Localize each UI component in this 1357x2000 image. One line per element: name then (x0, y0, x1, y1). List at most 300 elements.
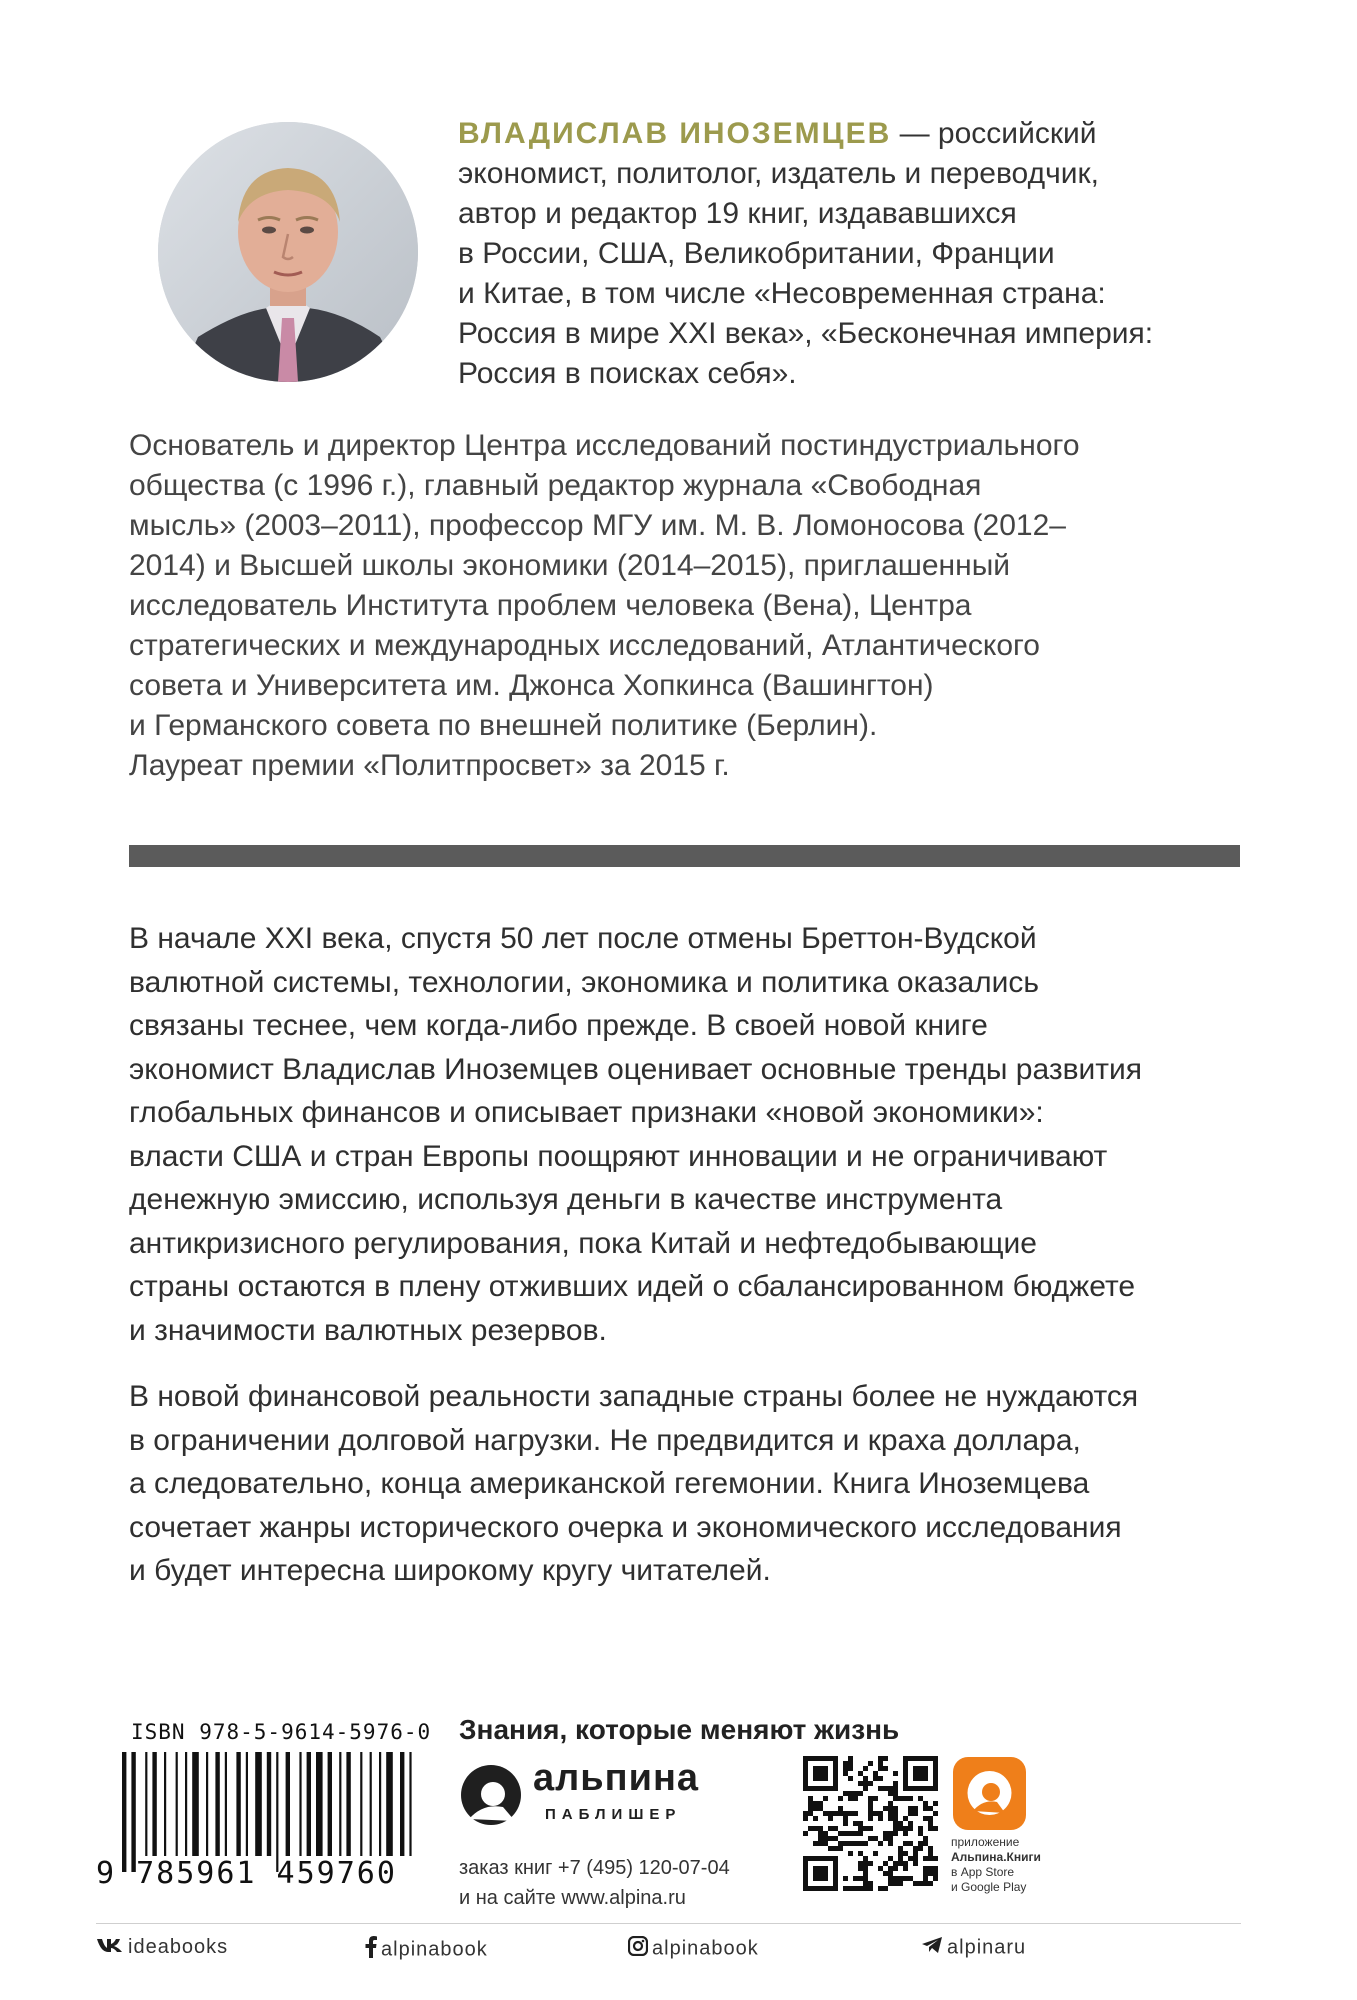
qr-module (803, 1756, 808, 1761)
qr-module (868, 1886, 873, 1891)
qr-module (863, 1776, 868, 1781)
qr-module (883, 1806, 888, 1811)
author-bio-line: Россия в мире XXI века», «Бесконечная империя: (458, 317, 1154, 350)
career-line: стратегических и международных исследований, Атлантического (129, 629, 1040, 662)
barcode-bar (192, 1752, 199, 1856)
qr-module (893, 1771, 898, 1776)
order-phone: заказ книг +7 (495) 120-07-04 (459, 1857, 730, 1879)
qr-module (803, 1811, 808, 1816)
qr-module (883, 1786, 888, 1791)
qr-module (843, 1831, 848, 1836)
qr-module (878, 1816, 883, 1821)
qr-module (873, 1836, 878, 1841)
barcode-bar (255, 1752, 262, 1856)
barcode-bar (185, 1752, 187, 1856)
qr-module (858, 1851, 863, 1856)
qr-module (848, 1756, 853, 1761)
qr-module (903, 1771, 908, 1776)
qr-module (908, 1856, 913, 1861)
qr-module (888, 1881, 893, 1886)
qr-module (888, 1871, 893, 1876)
qr-module (923, 1871, 928, 1876)
qr-module (893, 1821, 898, 1826)
qr-module (803, 1786, 808, 1791)
qr-module (858, 1841, 863, 1846)
qr-module (828, 1886, 833, 1891)
qr-module (828, 1811, 833, 1816)
qr-module (863, 1781, 868, 1786)
author-bio-line: автор и редактор 19 книг, издававшихся (458, 197, 1017, 230)
qr-module (888, 1841, 893, 1846)
alpina-logo-icon (459, 1763, 523, 1832)
description-line: глобальных финансов и описывает признаки «новой экономики»: (129, 1096, 1044, 1129)
qr-module (813, 1841, 818, 1846)
barcode-bar (400, 1752, 404, 1856)
barcode-bar (122, 1752, 126, 1872)
author-bio-line: и Китае, в том числе «Несовременная страна: (458, 277, 1106, 310)
barcode-bar (346, 1752, 350, 1856)
social-facebook-label: alpinabook (381, 1938, 488, 1961)
qr-module (863, 1866, 868, 1871)
qr-module (803, 1771, 808, 1776)
qr-module (803, 1886, 808, 1891)
barcode-bar (299, 1752, 301, 1856)
qr-module (913, 1771, 918, 1776)
qr-module (878, 1841, 883, 1846)
qr-module (833, 1886, 838, 1891)
qr-module (883, 1831, 888, 1836)
qr-module (928, 1756, 933, 1761)
qr-module (918, 1786, 923, 1791)
qr-module (908, 1806, 913, 1811)
barcode-bar (360, 1752, 362, 1856)
qr-module (918, 1776, 923, 1781)
qr-module (803, 1871, 808, 1876)
qr-module (818, 1836, 823, 1841)
qr-module (868, 1836, 873, 1841)
qr-module (893, 1826, 898, 1831)
author-name: ВЛАДИСЛАВ ИНОЗЕМЦЕВ (458, 117, 892, 150)
qr-module (913, 1776, 918, 1781)
qr-module (893, 1831, 898, 1836)
qr-module (813, 1756, 818, 1761)
qr-module (913, 1756, 918, 1761)
qr-module (833, 1756, 838, 1761)
qr-module (813, 1766, 818, 1771)
qr-module (808, 1801, 813, 1806)
social-instagram[interactable] (628, 1936, 759, 1962)
description-line: а следовательно, конца американской гегемонии. Книга Иноземцева (129, 1467, 1090, 1500)
barcode-bar (409, 1752, 411, 1856)
qr-module (888, 1876, 893, 1881)
qr-module (828, 1816, 833, 1821)
qr-module (818, 1876, 823, 1881)
qr-module (893, 1881, 898, 1886)
qr-module (893, 1781, 898, 1786)
qr-module (833, 1771, 838, 1776)
qr-module (853, 1821, 858, 1826)
qr-module (853, 1876, 858, 1881)
qr-module (898, 1826, 903, 1831)
qr-module (928, 1826, 933, 1831)
qr-module (903, 1866, 908, 1871)
qr-module (868, 1781, 873, 1786)
description-line: власти США и стран Европы поощряют инновации и не ограничивают (129, 1139, 1108, 1173)
qr-module (813, 1866, 818, 1871)
qr-module (843, 1821, 848, 1826)
qr-module (928, 1821, 933, 1826)
qr-module (868, 1811, 873, 1816)
qr-module (823, 1796, 828, 1801)
career-line: 2014) и Высшей школы экономики (2014–2015), приглашенный (129, 549, 1011, 582)
qr-module (848, 1796, 853, 1801)
qr-module (818, 1841, 823, 1846)
qr-module (818, 1801, 823, 1806)
qr-module (888, 1836, 893, 1841)
alpina-app-icon (953, 1757, 1026, 1830)
qr-module (808, 1856, 813, 1861)
qr-module (818, 1831, 823, 1836)
qr-module (878, 1866, 883, 1871)
qr-module (918, 1846, 923, 1851)
qr-module (878, 1756, 883, 1761)
qr-module (823, 1756, 828, 1761)
qr-module (808, 1886, 813, 1891)
barcode-bar (152, 1752, 156, 1856)
qr-module (863, 1841, 868, 1846)
qr-module (883, 1766, 888, 1771)
social-telegram[interactable] (921, 1936, 1026, 1960)
qr-module (828, 1836, 833, 1841)
author-bio-line: в России, США, Великобритании, Франции (458, 237, 1055, 270)
qr-module (883, 1861, 888, 1866)
qr-module (848, 1761, 853, 1766)
qr-module (833, 1766, 838, 1771)
qr-module (898, 1796, 903, 1801)
qr-module (863, 1766, 868, 1771)
qr-module (833, 1781, 838, 1786)
qr-module (893, 1791, 898, 1796)
publisher-slogan: Знания, которые меняют жизнь (459, 1714, 900, 1745)
qr-module (923, 1806, 928, 1811)
qr-module (843, 1816, 848, 1821)
barcode-bar (236, 1752, 240, 1856)
description-paragraph (129, 917, 1259, 1352)
author-bio (458, 114, 1258, 394)
qr-module (928, 1881, 933, 1886)
qr-module (843, 1791, 848, 1796)
qr-module (813, 1871, 818, 1876)
qr-module (918, 1756, 923, 1761)
qr-module (813, 1816, 818, 1821)
qr-module (878, 1766, 883, 1771)
app-store-info: приложение Альпина.Книги в App Store и Google Play (951, 1835, 1041, 1894)
qr-module (823, 1886, 828, 1891)
qr-module (888, 1801, 893, 1806)
publisher-subname: ПАБЛИШЕР (545, 1806, 682, 1823)
qr-module (923, 1881, 928, 1886)
qr-module (878, 1761, 883, 1766)
qr-module (833, 1846, 838, 1851)
career-line: совета и Университета им. Джонса Хопкинса (Вашингтон) (129, 669, 934, 702)
qr-module (883, 1886, 888, 1891)
qr-module (808, 1796, 813, 1801)
qr-module (858, 1886, 863, 1891)
description-line: В новой финансовой реальности западные страны более не нуждаются (129, 1380, 1139, 1413)
qr-module (923, 1771, 928, 1776)
qr-module (858, 1866, 863, 1871)
qr-module (933, 1781, 938, 1786)
qr-module (868, 1761, 873, 1766)
career-line: исследователь Института проблем человека (Вена), Центра (129, 589, 972, 622)
qr-module (858, 1821, 863, 1826)
qr-module (893, 1866, 898, 1871)
qr-module (898, 1821, 903, 1826)
qr-module (843, 1876, 848, 1881)
qr-module (898, 1851, 903, 1856)
qr-module (888, 1831, 893, 1836)
qr-module (803, 1866, 808, 1871)
qr-module (848, 1851, 853, 1856)
qr-module (903, 1796, 908, 1801)
qr-module (918, 1766, 923, 1771)
qr-module (923, 1756, 928, 1761)
author-bio-line: Россия в поисках себя». (458, 357, 797, 390)
qr-module (933, 1786, 938, 1791)
qr-module (818, 1886, 823, 1891)
qr-module (818, 1766, 823, 1771)
qr-module (823, 1831, 828, 1836)
qr-module (903, 1756, 908, 1761)
qr-module (918, 1796, 923, 1801)
qr-module (888, 1856, 893, 1861)
qr-module (808, 1811, 813, 1816)
barcode-bar (215, 1752, 219, 1856)
career-line: Основатель и директор Центра исследований постиндустриального (129, 429, 1080, 462)
qr-module (823, 1876, 828, 1881)
description-line: денежную эмиссию, используя деньги в качестве инструмента (129, 1183, 1003, 1216)
qr-module (923, 1866, 928, 1871)
qr-module (923, 1841, 928, 1846)
qr-module (928, 1856, 933, 1861)
qr-module (838, 1806, 843, 1811)
qr-module (933, 1871, 938, 1876)
qr-module (838, 1796, 843, 1801)
qr-module (833, 1871, 838, 1876)
qr-module (813, 1776, 818, 1781)
barcode-bar (276, 1752, 278, 1872)
qr-module (908, 1756, 913, 1761)
qr-module (873, 1771, 878, 1776)
qr-module (828, 1856, 833, 1861)
qr-module (933, 1856, 938, 1861)
qr-module (878, 1786, 883, 1791)
qr-module (903, 1766, 908, 1771)
qr-module (823, 1866, 828, 1871)
qr-module (923, 1801, 928, 1806)
qr-module (898, 1856, 903, 1861)
qr-module (803, 1766, 808, 1771)
description-line: страны остаются в плену отживших идей о сбалансированном бюджете (129, 1270, 1136, 1303)
qr-module (903, 1816, 908, 1821)
qr-module (913, 1806, 918, 1811)
description-line: и значимости валютных резервов. (129, 1313, 607, 1347)
qr-module (903, 1786, 908, 1791)
qr-module (863, 1786, 868, 1791)
description-line: в ограничении долговой нагрузки. Не предвидится и краха доллара, (129, 1423, 1081, 1457)
qr-module (928, 1851, 933, 1856)
facebook-icon (365, 1936, 377, 1964)
author-portrait (158, 122, 418, 382)
qr-module (893, 1796, 898, 1801)
qr-module (823, 1841, 828, 1846)
career-line: и Германского совета по внешней политике (Берлин). (129, 709, 878, 742)
qr-module (933, 1776, 938, 1781)
qr-module (863, 1871, 868, 1876)
career-line: общества (с 1996 г.), главный редактор журнала «Свободная (129, 469, 982, 502)
qr-module (853, 1831, 858, 1836)
qr-module (903, 1851, 908, 1856)
barcode-bar (316, 1752, 323, 1856)
career-line: мысль» (2003–2011), профессор МГУ им. М. В. Ломоносова (2012– (129, 509, 1066, 542)
qr-module (868, 1861, 873, 1866)
qr-module (868, 1806, 873, 1811)
qr-module (833, 1866, 838, 1871)
book-description (129, 917, 1259, 1616)
description-line: связаны теснее, чем когда-либо прежде. В своей новой книге (129, 1009, 988, 1042)
qr-module (933, 1801, 938, 1806)
qr-module (873, 1851, 878, 1856)
qr-module (868, 1796, 873, 1801)
publisher-name: альпина (533, 1757, 700, 1799)
qr-module (838, 1811, 843, 1816)
qr-module (818, 1756, 823, 1761)
qr-module (913, 1846, 918, 1851)
qr-module (903, 1761, 908, 1766)
qr-module (848, 1886, 853, 1891)
qr-module (843, 1771, 848, 1776)
description-line: В начале XXI века, спустя 50 лет после отмены Бреттон-Вудской (129, 922, 1037, 955)
qr-module (893, 1806, 898, 1811)
qr-module (813, 1806, 818, 1811)
qr-module (823, 1856, 828, 1861)
qr-module (868, 1801, 873, 1806)
isbn-number: ISBN 978-5-9614-5976-0 (131, 1720, 432, 1744)
qr-code (803, 1756, 938, 1896)
qr-module (823, 1786, 828, 1791)
qr-module (883, 1871, 888, 1876)
order-website: и на сайте www.alpina.ru (459, 1887, 686, 1909)
qr-module (853, 1841, 858, 1846)
qr-module (928, 1816, 933, 1821)
qr-module (823, 1776, 828, 1781)
qr-module (833, 1861, 838, 1866)
qr-module (818, 1826, 823, 1831)
barcode-bar (246, 1752, 248, 1856)
qr-module (823, 1811, 828, 1816)
qr-module (928, 1846, 933, 1851)
qr-module (818, 1866, 823, 1871)
description-line: и будет интересна широкому кругу читателей. (129, 1554, 771, 1587)
qr-module (873, 1811, 878, 1816)
qr-module (833, 1856, 838, 1861)
qr-module (858, 1791, 863, 1796)
qr-module (888, 1811, 893, 1816)
qr-module (893, 1861, 898, 1866)
qr-module (813, 1771, 818, 1776)
qr-module (848, 1766, 853, 1771)
qr-module (923, 1876, 928, 1881)
social-vk[interactable] (96, 1936, 228, 1959)
qr-module (843, 1841, 848, 1846)
qr-module (903, 1841, 908, 1846)
qr-module (818, 1771, 823, 1776)
qr-module (923, 1766, 928, 1771)
instagram-icon (628, 1936, 648, 1962)
qr-module (823, 1771, 828, 1776)
qr-module (923, 1856, 928, 1861)
qr-module (898, 1846, 903, 1851)
qr-module (918, 1771, 923, 1776)
description-line: антикризисного регулирования, пока Китай и нефтедобывающие (129, 1226, 1037, 1260)
description-line: сочетает жанры исторического очерка и экономического исследования (129, 1510, 1122, 1544)
qr-module (803, 1831, 808, 1836)
qr-module (928, 1806, 933, 1811)
barcode-bar (176, 1752, 178, 1856)
qr-module (828, 1756, 833, 1761)
qr-module (933, 1761, 938, 1766)
qr-module (908, 1821, 913, 1826)
qr-module (908, 1796, 913, 1801)
qr-module (878, 1886, 883, 1891)
qr-module (813, 1856, 818, 1861)
qr-module (893, 1811, 898, 1816)
qr-module (828, 1826, 833, 1831)
barcode-bar (225, 1752, 227, 1856)
qr-module (923, 1786, 928, 1791)
footer-divider (96, 1923, 1241, 1924)
qr-module (908, 1786, 913, 1791)
qr-module (908, 1811, 913, 1816)
qr-module (823, 1836, 828, 1841)
qr-module (903, 1861, 908, 1866)
career-line: Лауреат премии «Политпросвет» за 2015 г. (129, 749, 730, 782)
qr-module (858, 1826, 863, 1831)
qr-module (913, 1811, 918, 1816)
qr-module (853, 1796, 858, 1801)
barcode-bar (379, 1752, 381, 1856)
barcode-bar (370, 1752, 372, 1856)
qr-module (858, 1781, 863, 1786)
qr-module (853, 1886, 858, 1891)
barcode-bar (386, 1752, 393, 1856)
qr-module (863, 1876, 868, 1881)
qr-module (833, 1776, 838, 1781)
qr-module (913, 1786, 918, 1791)
qr-module (813, 1886, 818, 1891)
qr-module (848, 1841, 853, 1846)
qr-module (903, 1776, 908, 1781)
qr-module (833, 1876, 838, 1881)
qr-module (833, 1811, 838, 1816)
qr-module (813, 1801, 818, 1806)
qr-module (848, 1811, 853, 1816)
social-facebook[interactable] (365, 1936, 488, 1964)
qr-module (933, 1811, 938, 1816)
qr-module (858, 1771, 863, 1776)
qr-module (818, 1776, 823, 1781)
qr-module (858, 1876, 863, 1881)
